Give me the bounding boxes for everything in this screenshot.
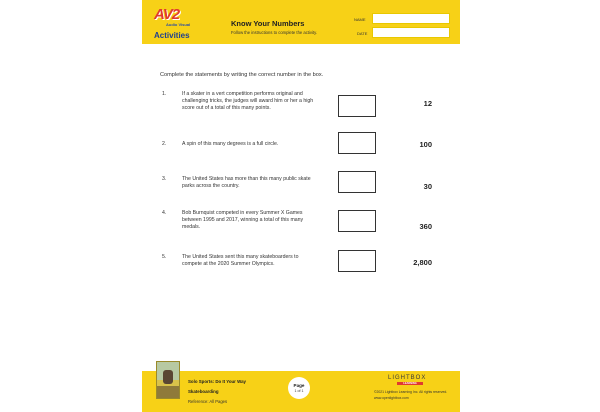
page-number: 1 of 1	[294, 389, 304, 393]
answer-box[interactable]	[338, 171, 376, 193]
date-field[interactable]	[372, 27, 450, 38]
page-subtitle: Follow the instructions to complete the activity.	[231, 30, 318, 35]
date-label: DATE	[357, 31, 368, 36]
instructions: Complete the statements by writing the correct number in the box.	[160, 72, 324, 78]
page-title: Know Your Numbers	[231, 19, 305, 28]
question-number: 5.	[162, 254, 167, 260]
series-title: Solo Sports: Do It Your Way	[188, 379, 246, 384]
footer-bar	[142, 371, 460, 412]
lightbox-learning-strip	[397, 382, 423, 385]
answer-box[interactable]	[338, 132, 376, 154]
worksheet-page	[142, 0, 460, 412]
activities-label: Activities	[154, 31, 190, 40]
website-link[interactable]: www.openlightbox.com	[374, 396, 409, 400]
question-number: 1.	[162, 91, 167, 97]
question-text: The United States has more than this many public skate parks across the country.	[182, 176, 311, 190]
question-text: If a skater in a vert competition performs original and challenging tricks, the judges will award him or her a high score out of a total of this many points.	[182, 91, 314, 112]
number-option: 12	[423, 99, 432, 108]
question-text: Bob Burnquist competed in every Summer X Games between 1995 and 2017, winning a total of this many medals.	[182, 210, 304, 231]
number-option: 100	[419, 140, 432, 149]
book-title: Skateboarding	[188, 389, 219, 394]
number-option: 360	[419, 222, 432, 231]
answer-box[interactable]	[338, 210, 376, 232]
name-label: NAME	[354, 17, 366, 22]
copyright-text: ©2021 Lightbox Learning Inc. All rights reserved.	[374, 390, 448, 394]
lightbox-logo: LIGHTBOX	[388, 375, 427, 381]
question-number: 4.	[162, 210, 167, 216]
question-number: 3.	[162, 176, 167, 182]
answer-box[interactable]	[338, 250, 376, 272]
logo-text: AV2	[154, 6, 180, 23]
page-label: Page	[293, 383, 305, 388]
av2-logo	[154, 6, 200, 28]
logo-subtext: Audio Visual	[166, 22, 191, 27]
brand-sub: LEARNING	[403, 382, 417, 385]
header-bar	[142, 0, 460, 44]
number-option: 2,800	[413, 258, 432, 267]
page-badge	[288, 377, 310, 399]
question-number: 2.	[162, 141, 167, 147]
answer-box[interactable]	[338, 95, 376, 117]
reference-text: Reference: All Pages	[188, 399, 228, 404]
question-text: The United States sent this many skateboarders to compete at the 2020 Summer Olympics.	[182, 254, 299, 268]
book-cover-image	[156, 361, 180, 399]
number-option: 30	[423, 182, 432, 191]
question-text: A spin of this many degrees is a full circle.	[182, 141, 279, 147]
name-field[interactable]	[372, 13, 450, 24]
